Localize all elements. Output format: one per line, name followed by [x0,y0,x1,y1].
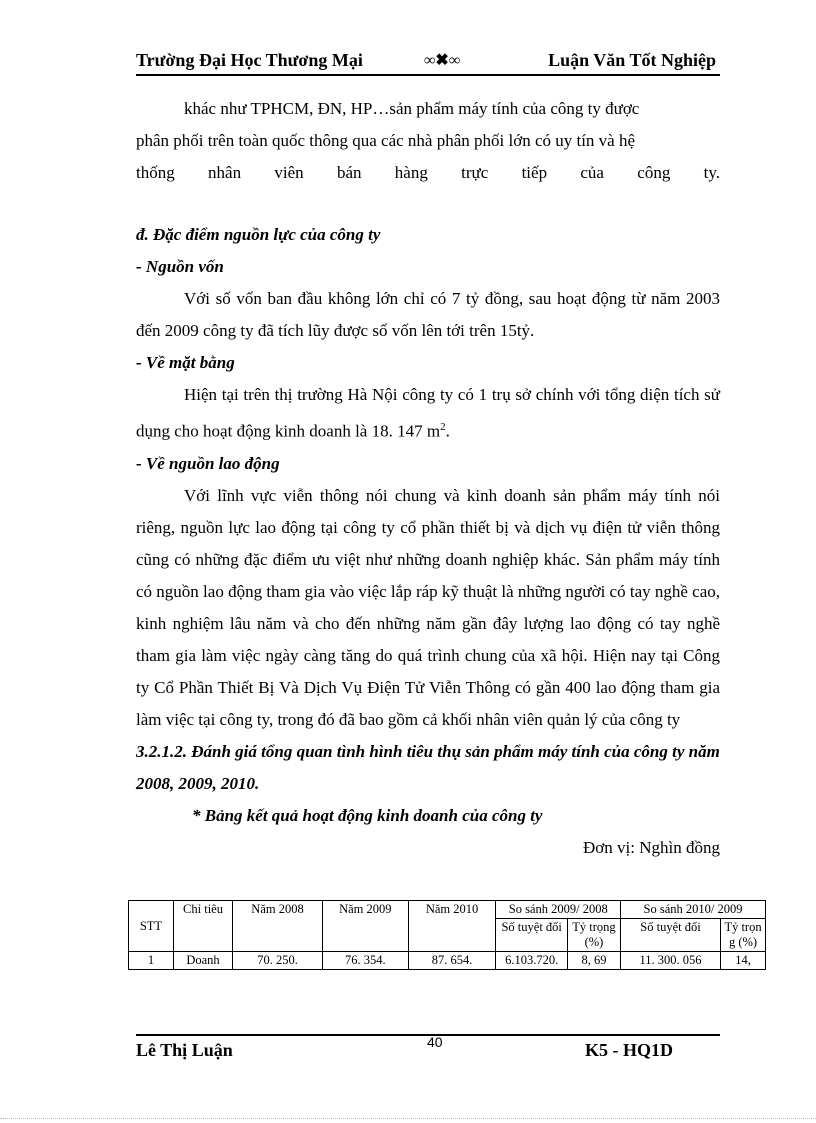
header-chitieu: Chỉ tiêu [173,901,232,952]
business-results-table [128,900,766,970]
header-absolute-1: Số tuyệt đối [496,919,567,952]
paragraph-line: khác như TPHCM, ĐN, HP…sản phẩm máy tính của công ty được [184,99,640,118]
premises-superscript: 2 [440,421,446,433]
header-2009: Năm 2009 [322,901,408,952]
cell-2009: 76. 354. [322,952,408,970]
page-edge-dots [0,1118,816,1119]
heading-section: 3.2.1.2. Đánh giá tổng quan tình hình tiêu thụ sản phẩm máy tính của công ty năm 2008, 2009, 2010. [136,741,720,793]
page-header [136,50,720,76]
footer-author: Lê Thị Luận [136,1040,233,1060]
heading-capital: - Nguồn vốn [136,257,224,276]
premises-end: . [445,421,450,441]
header-thesis-title: Luận Văn Tốt Nghiệp [548,50,716,70]
paragraph-line: thống nhân viên bán hàng trực tiếp của công ty. [136,163,720,182]
table-header-row [129,901,766,919]
heading-resources: đ. Đặc điểm nguồn lực của công ty [136,225,381,244]
unit-label: Đơn vị: Nghìn đồng [583,837,720,857]
cell-chitieu: Doanh [173,952,232,970]
paragraph-capital: Với số vốn ban đầu không lớn chỉ có 7 tỷ đồng, sau hoạt động từ năm 2003 đến 2009 công ty đã tích lũy được số vốn lên tới trên 15tỷ. [136,289,720,340]
header-ornament: ∞✖∞ [424,52,461,69]
spacer [136,189,720,219]
heading-table-title: * Bảng kết quả hoạt động kinh doanh của công ty [192,805,543,825]
header-absolute-2: Số tuyệt đối [621,919,721,952]
cell-abs-2: 11. 300. 056 [621,952,721,970]
header-share-1: Tỷ trọng (%) [567,919,620,952]
header-2010: Năm 2010 [408,901,496,952]
paragraph-labor: Với lĩnh vực viễn thông nói chung và kinh doanh sản phẩm máy tính nói riêng, nguồn lực lao động tại công ty cổ phần thiết bị và dịch vụ điện tử viễn thông cũng có những đặc điểm ưu việt như những doanh nghiệp khác. Sản phẩm máy tính có nguồn lao động tham gia vào việc lắp ráp kỹ thuật là những người có tay nghề cao, kinh nghiệm lâu năm và cho đến những năm gần đây lượng lao động có tay nghề tham gia làm việc ngày càng tăng do quá trình chung của xã hội. Hiện nay tại Công ty Cổ Phần Thiết Bị Và Dịch Vụ Điện Tử Viễn Thông có gần 400 lao động tham gia làm việc tại công ty, trong đó đã bao gồm cả khối nhân viên quản lý của công ty [136,485,721,729]
header-compare-2009-2008: So sánh 2009/ 2008 [496,901,621,919]
paragraph-premises [136,379,720,448]
cell-pct-2: 14, [721,952,766,970]
page-number: 40 [427,1034,443,1050]
heading-labor: - Về nguồn lao động [136,453,280,473]
footer-class: K5 - HQ1D [585,1040,673,1060]
header-school: Trường Đại Học Thương Mại [136,50,363,70]
paragraph-line: phân phối trên toàn quốc thông qua các nhà phân phối lớn có uy tín và hệ [136,131,636,150]
heading-premises: - Về mặt bằng [136,353,235,372]
cell-stt: 1 [129,952,174,970]
cell-2008: 70. 250. [233,952,323,970]
page-body [136,93,720,864]
header-share-2: Tỷ trọn g (%) [721,919,766,952]
header-2008: Năm 2008 [233,901,323,952]
table-row [129,952,766,970]
header-stt: STT [129,901,174,952]
cell-pct-1: 8, 69 [567,952,620,970]
header-compare-2010-2009: So sánh 2010/ 2009 [621,901,766,919]
premises-text: Hiện tại trên thị trường Hà Nội công ty có 1 trụ sở chính với tổng diện tích sử dụng cho hoạt động kinh doanh là 18. 147 m [136,385,720,441]
cell-2010: 87. 654. [408,952,496,970]
cell-abs-1: 6.103.720. [496,952,567,970]
